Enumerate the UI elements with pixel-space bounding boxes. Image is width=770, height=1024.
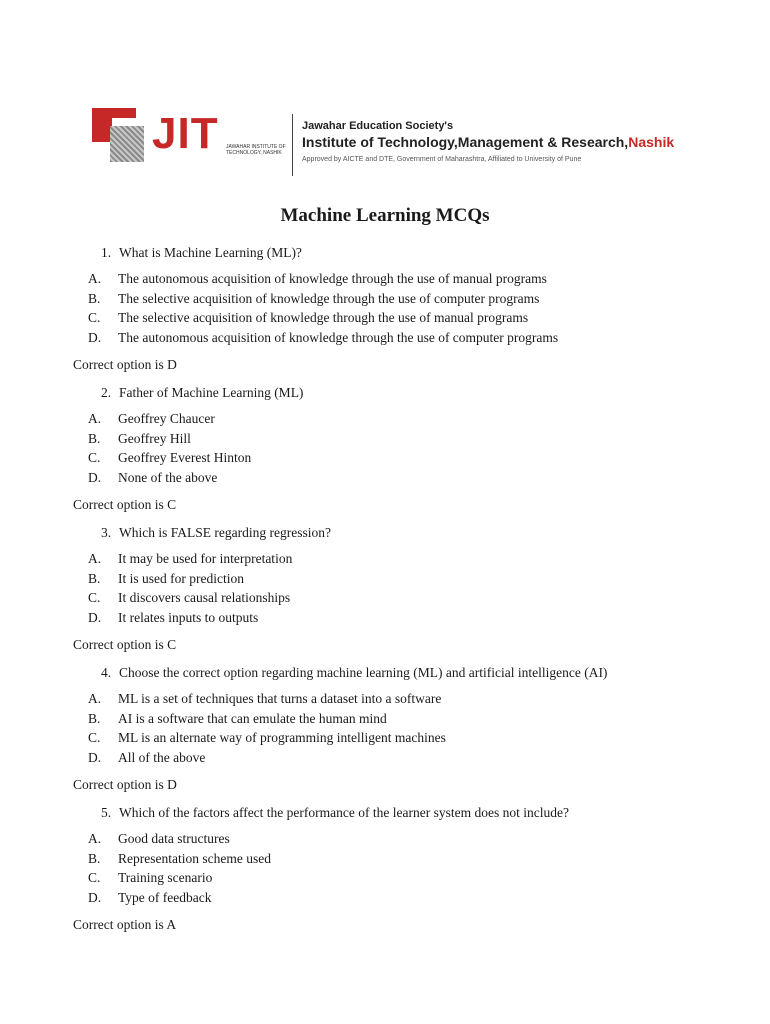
option-text: Geoffrey Chaucer [118, 411, 215, 426]
option-text: It is used for prediction [118, 570, 244, 586]
question-block [73, 803, 733, 943]
question-block [73, 383, 733, 523]
question-number: 2. [101, 385, 112, 400]
option-text: ML is an alternate way of programming intelligent machines [118, 730, 446, 745]
option-letter: B. [88, 290, 101, 306]
correct-answer: Correct option is D [73, 777, 177, 792]
option-item [88, 588, 733, 608]
option-text: It discovers causal relationships [118, 590, 291, 605]
question-label: Father of Machine Learning (ML) [119, 385, 304, 400]
option-list [73, 829, 733, 907]
option-text: The selective acquisition of knowledge through the use of computer programs [118, 290, 540, 306]
option-item [88, 269, 733, 289]
option-letter: D. [88, 749, 102, 765]
question-label: What is Machine Learning (ML)? [119, 245, 302, 260]
option-letter: D. [88, 329, 102, 345]
option-letter: C. [88, 450, 101, 465]
institute-block [302, 120, 674, 163]
option-letter: C. [88, 590, 101, 605]
option-text: The autonomous acquisition of knowledge through the use of manual programs [118, 271, 547, 286]
option-letter: C. [88, 310, 101, 325]
option-item [88, 468, 733, 488]
question-block [73, 663, 733, 803]
option-item [88, 888, 733, 908]
option-letter: B. [88, 430, 101, 446]
option-letter: D. [88, 469, 102, 485]
option-list [73, 269, 733, 347]
jit-logo-mark [92, 108, 148, 160]
option-text: Type of feedback [118, 889, 212, 905]
approval-line: Approved by AICTE and DTE, Government of Maharashtra, Affiliated to University of Pune [302, 156, 582, 163]
option-list [73, 549, 733, 627]
question-text [73, 383, 733, 409]
question-number: 4. [101, 665, 112, 680]
option-item [88, 448, 733, 468]
institute-name [302, 134, 674, 150]
option-item [88, 409, 733, 429]
option-item [88, 748, 733, 768]
institute-label: Institute of Technology,Management & Research, [302, 134, 629, 150]
option-letter: A. [88, 831, 102, 846]
society-name: Jawahar Education Society's [302, 120, 454, 132]
option-item [88, 868, 733, 888]
question-text [73, 803, 733, 829]
option-item [88, 308, 733, 328]
option-letter: B. [88, 850, 101, 866]
question-text [73, 523, 733, 549]
option-letter: A. [88, 691, 102, 706]
option-text: It relates inputs to outputs [118, 609, 259, 625]
option-letter: A. [88, 551, 102, 566]
option-text: The selective acquisition of knowledge through the use of manual programs [118, 310, 529, 325]
logo-subtext: JAWAHAR INSTITUTE OF TECHNOLOGY, NASHIK [226, 144, 286, 156]
institute-city: Nashik [628, 134, 675, 150]
option-text: Geoffrey Hill [118, 430, 191, 446]
option-letter: C. [88, 870, 101, 885]
question-number: 3. [101, 525, 112, 540]
option-text: The autonomous acquisition of knowledge through the use of computer programs [118, 329, 559, 345]
option-text: Geoffrey Everest Hinton [118, 450, 252, 465]
question-text [73, 663, 733, 689]
option-letter: D. [88, 609, 102, 625]
option-text: Good data structures [118, 831, 230, 846]
option-item [88, 709, 733, 729]
question-list [73, 243, 733, 943]
option-letter: B. [88, 710, 101, 726]
option-item [88, 429, 733, 449]
option-list [73, 689, 733, 767]
header-divider [292, 114, 293, 176]
option-item [88, 829, 733, 849]
option-text: ML is a set of techniques that turns a dataset into a software [118, 691, 442, 706]
option-item [88, 608, 733, 628]
question-label: Which of the factors affect the performance of the learner system does not include? [119, 805, 569, 820]
option-letter: A. [88, 411, 102, 426]
question-block [73, 523, 733, 663]
option-text: Training scenario [118, 870, 213, 885]
option-item [88, 728, 733, 748]
option-item [88, 289, 733, 309]
option-letter: D. [88, 889, 102, 905]
question-label: Which is FALSE regarding regression? [119, 525, 331, 540]
logo-text: JIT [152, 109, 219, 158]
option-letter: A. [88, 271, 102, 286]
option-list [73, 409, 733, 487]
question-number: 5. [101, 805, 112, 820]
question-label: Choose the correct option regarding machine learning (ML) and artificial intelligence (AI) [119, 665, 608, 680]
letterhead [92, 100, 692, 180]
option-item [88, 549, 733, 569]
option-text: It may be used for interpretation [118, 551, 293, 566]
question-number: 1. [101, 245, 112, 260]
correct-answer: Correct option is A [73, 917, 177, 932]
option-item [88, 328, 733, 348]
correct-answer: Correct option is C [73, 637, 177, 652]
option-letter: C. [88, 730, 101, 745]
option-text: All of the above [118, 749, 206, 765]
option-letter: B. [88, 570, 101, 586]
option-text: Representation scheme used [118, 850, 271, 866]
option-text: AI is a software that can emulate the human mind [118, 710, 387, 726]
option-item [88, 689, 733, 709]
correct-answer: Correct option is D [73, 357, 177, 372]
option-item [88, 849, 733, 869]
correct-answer: Correct option is C [73, 497, 177, 512]
option-item [88, 569, 733, 589]
option-text: None of the above [118, 469, 218, 485]
question-block [73, 243, 733, 383]
question-text [73, 243, 733, 269]
page-title: Machine Learning MCQs [280, 205, 490, 226]
